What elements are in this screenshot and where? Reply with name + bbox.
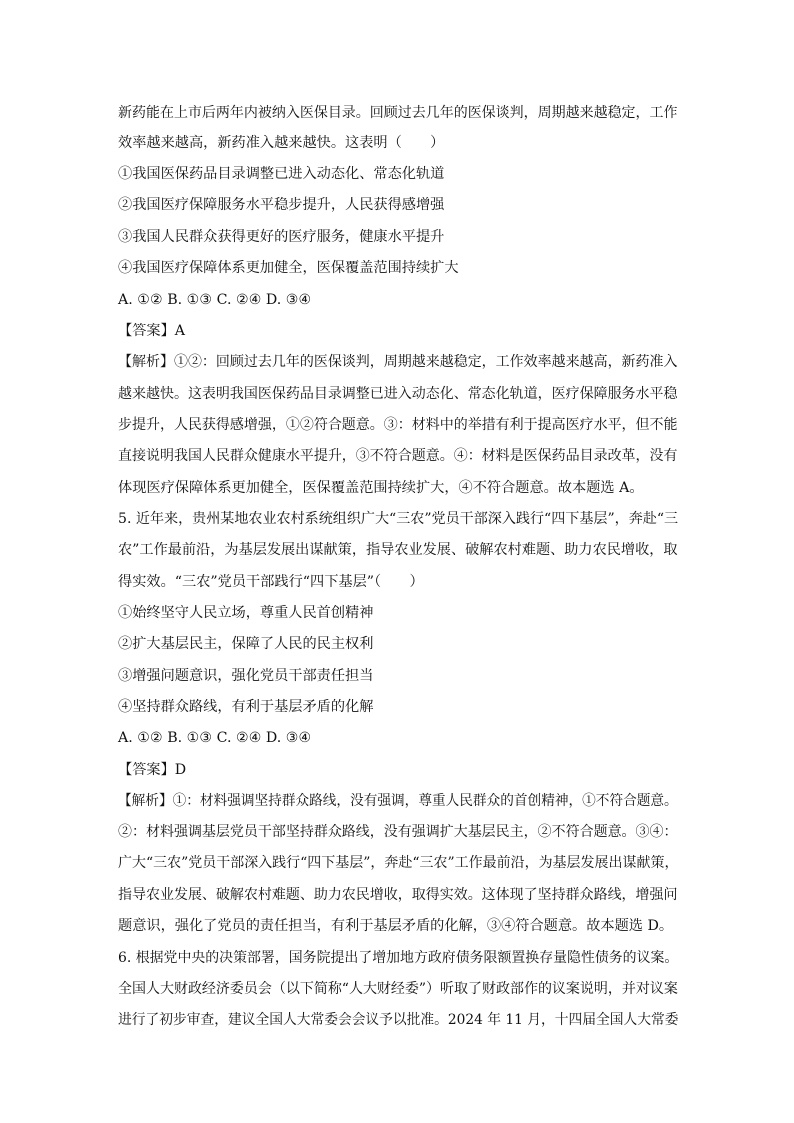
analysis-line: 体现医疗保障体系更加健全，医保覆盖范围持续扩大，④不符合题意。故本题选 A。 xyxy=(118,480,644,496)
option-line: ①我国医保药品目录调整已进入动态化、常态化轨道 xyxy=(118,166,445,182)
question-6-line: 6. 根据党中央的决策部署，国务院提出了增加地方政府债务限额置换存量隐性债务的议案。 xyxy=(118,950,679,966)
question-5-line: 农”工作最前沿，为基层发展出谋献策，指导农业发展、破解农村难题、助力农民增收，取 xyxy=(118,542,678,558)
analysis-line: 【解析】①②：回顾过去几年的医保谈判，周期越来越稳定，工作效率越来越高，新药准入 xyxy=(118,354,678,370)
answer-line: 【答案】A xyxy=(118,323,185,339)
choices-line: A. ①② B. ①③ C. ②④ D. ③④ xyxy=(118,730,312,746)
answer-line: 【答案】D xyxy=(118,762,187,778)
analysis-line: 【解析】①：材料强调坚持群众路线，没有强调，尊重人民群众的首创精神，①不符合题意。 xyxy=(118,793,678,809)
analysis-line: 直接说明我国人民群众健康水平提升，③不符合题意。④：材料是医保药品目录改革，没有 xyxy=(118,448,678,464)
analysis-line: 题意识，强化了党员的责任担当，有利于基层矛盾的化解，③④符合题意。故本题选 D。 xyxy=(118,918,674,934)
question-6-line: 进行了初步审查，建议全国人大常委会会议予以批准。2024 年 11 月，十四届全国人大常委 xyxy=(118,1012,679,1028)
analysis-line: 越来越快。这表明我国医保药品目录调整已进入动态化、常态化轨道，医疗保障服务水平稳 xyxy=(118,386,678,402)
option-line: ③增强问题意识，强化党员干部责任担当 xyxy=(118,668,374,684)
option-line: ①始终坚守人民立场，尊重人民首创精神 xyxy=(118,605,374,621)
analysis-line: 广大“三农”党员干部深入践行“四下基层”，奔赴“三农”工作最前沿，为基层发展出谋献策， xyxy=(118,855,679,871)
option-line: ④坚持群众路线，有利于基层矛盾的化解 xyxy=(118,699,374,715)
analysis-line: 指导农业发展、破解农村难题、助力农民增收，取得实效。这体现了坚持群众路线，增强问 xyxy=(118,887,678,903)
text-line: 新药能在上市后两年内被纳入医保目录。回顾过去几年的医保谈判，周期越来越稳定，工作 xyxy=(118,105,678,121)
option-line: ②我国医疗保障服务水平稳步提升，人民获得感增强 xyxy=(118,197,445,213)
text-line: 效率越来越高，新药准入越来越快。这表明（ ） xyxy=(118,135,445,151)
question-5-line: 得实效。“三农”党员干部践行“四下基层”（ ） xyxy=(118,574,424,590)
question-5-line: 5. 近年来，贵州某地农业农村系统组织广大“三农”党员干部深入践行“四下基层”，奔赴“三 xyxy=(118,511,679,527)
option-line: ③我国人民群众获得更好的医疗服务，健康水平提升 xyxy=(118,229,445,245)
analysis-line: ②：材料强调基层党员干部坚持群众路线，没有强调扩大基层民主，②不符合题意。③④： xyxy=(118,824,678,840)
option-line: ④我国医疗保障体系更加健全，医保覆盖范围持续扩大 xyxy=(118,260,459,276)
choices-line: A. ①② B. ①③ C. ②④ D. ③④ xyxy=(118,292,312,308)
question-6-line: 全国人大财政经济委员会（以下简称“人大财经委”）听取了财政部作的议案说明，并对议案 xyxy=(118,981,678,997)
option-line: ②扩大基层民主，保障了人民的民主权利 xyxy=(118,636,374,652)
analysis-line: 步提升，人民获得感增强，①②符合题意。③：材料中的举措有利于提高医疗水平，但不能 xyxy=(118,417,678,433)
